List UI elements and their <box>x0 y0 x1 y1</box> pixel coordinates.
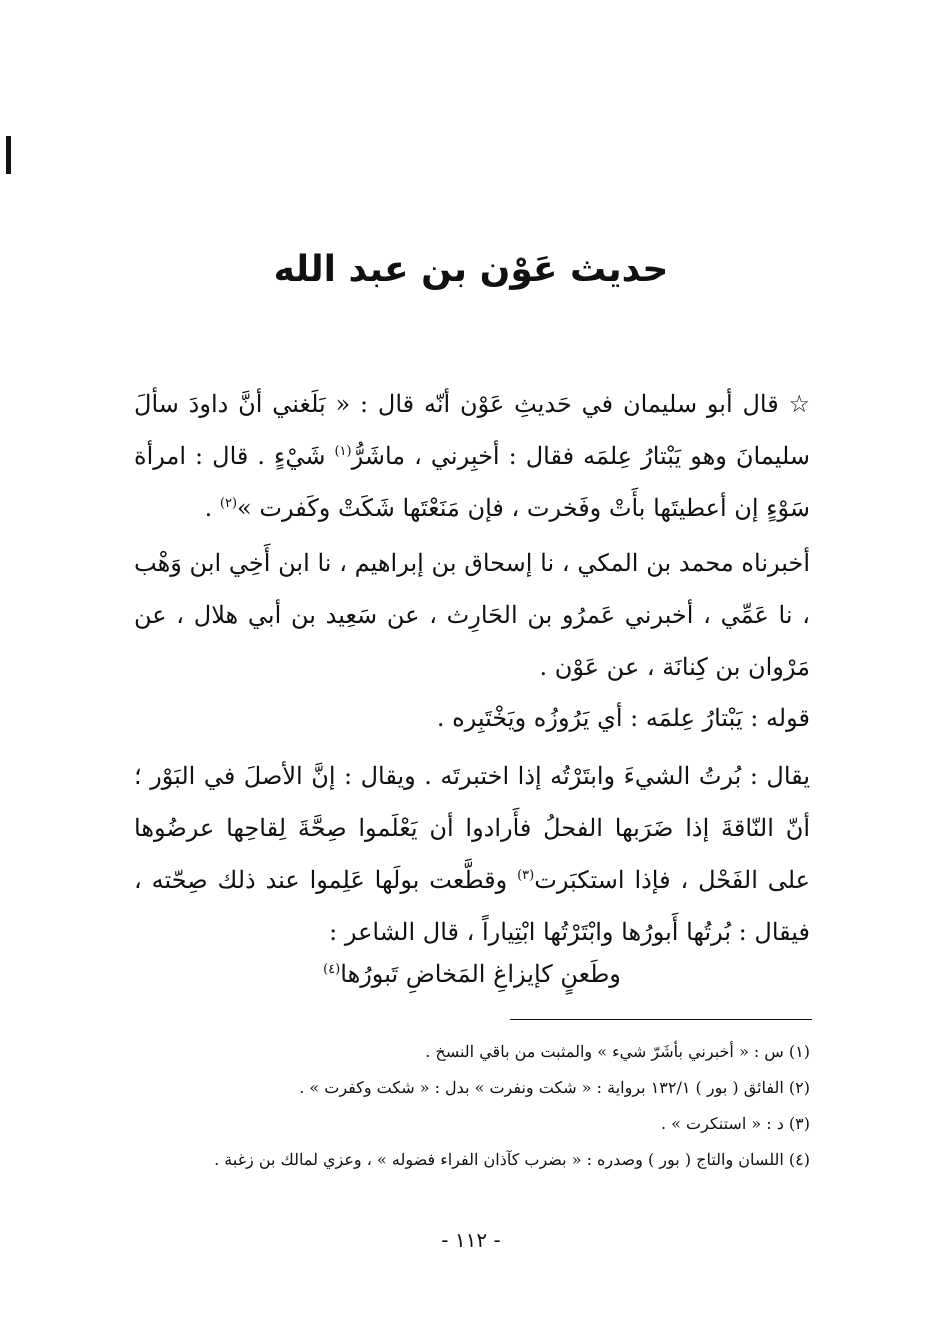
chapter-title: حديث عَوْن بن عبد الله <box>273 249 669 290</box>
paragraph-explanation-text-a: يقال : بُرتُ الشيءَ وابتَرْتُه إذا اختبرتَه . ويقال : إنَّ الأصلَ في البَوْر ؛ أنّ النّاقةَ إذا ضَرَبها الفحلُ فأَرادوا أن يَعْلَموا صِحَّةَ لِقاحِها عرضُوها على الفَحْل ، فإذا استكبَرت <box>134 762 810 894</box>
paragraph-hadith-text-c: . <box>204 494 220 522</box>
footnote-item: (٣) د : « استنكرت » . <box>660 1114 810 1133</box>
paragraph-explanation-text-b: وقطَّعت بولَها عَلِموا عند ذلك صِحّته ، فيقال : بُرتُها أَبورُها وابْتَرْتُها ابْتِياراً ، قال الشاعر : <box>134 866 810 946</box>
paragraph-explanation <box>134 750 810 958</box>
footnote-ref-3[interactable]: (٣) <box>517 868 535 883</box>
paragraph-hadith <box>134 378 810 534</box>
footnote-item: (٤) اللسان والتاج ( بور ) وصدره : « بضرب كآذان الفراء فضوله » ، وعزي لمالك بن زغبة . <box>214 1150 810 1169</box>
paragraph-hadith-text-b: شَيْءٍ . قال : امرأة سَوْءٍ إن أعطيتَها بأَتْ وفَخرت ، فإن مَنَعْتَها شَكَتْ وكَفرت » <box>134 442 810 522</box>
verse-text: وطَعنٍ كإيزاغِ المَخاضِ تَبورُها <box>340 960 621 988</box>
paragraph-isnad: أخبرناه محمد بن المكي ، نا إسحاق بن إبراهيم ، نا ابن أَخِي ابن وَهْب ، نا عَمِّي ، أخبرني عَمرُو بن الحَارِث ، عن سَعِيد بن أبي هلال ، عن مَرْوان بن كِنانَة ، عن عَوْن . <box>134 549 810 681</box>
footnote-item: (٢) الفائق ( بور ) ١٣٢/١ برواية : « شكت ونفرت » بدل : « شكت وكفرت » . <box>299 1078 810 1097</box>
footnote-ref-4[interactable]: (٤) <box>323 962 341 977</box>
poetry-verse <box>134 948 810 1000</box>
footnote-ref-1[interactable]: (١) <box>334 444 352 459</box>
footnote-ref-2[interactable]: (٢) <box>219 496 238 511</box>
page-number: - ١١٢ - <box>441 1228 501 1252</box>
footnote-divider <box>510 1019 812 1020</box>
page-edge-mark <box>6 136 11 174</box>
paragraph-hadith-text-a: ☆ قال أبو سليمان في حَديثِ عَوْن أنّه قال : « بَلَغني أنَّ داودَ سألَ سليمانَ وهو يَبْتارُ عِلمَه فقال : أخبِرني ، ماشَرُّ <box>134 390 810 470</box>
footnotes-list <box>134 1034 810 1178</box>
footnote-item: (١) س : « أخبرني بأشَرّ شيء » والمثبت من باقي النسخ . <box>425 1042 810 1061</box>
paragraph-gloss: قوله : يَبْتارُ عِلمَه : أي يَرُوزُه ويَخْتَبِره . <box>436 704 810 732</box>
